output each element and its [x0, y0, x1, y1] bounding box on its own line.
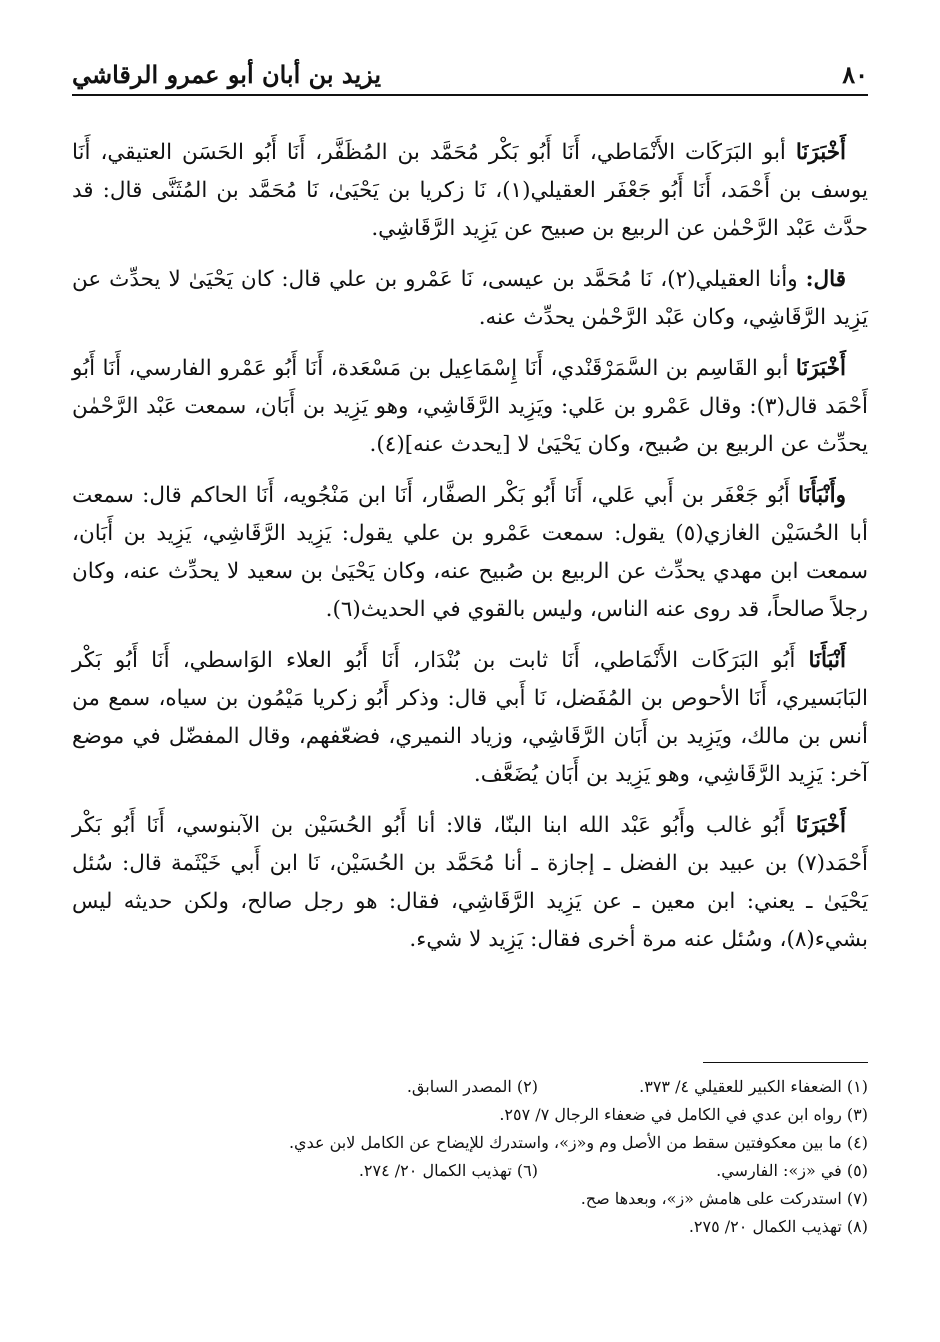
footnote: (٣) رواه ابن عدي في الكامل في ضعفاء الرجال ٧/ ٢٥٧.: [499, 1105, 868, 1124]
running-title: يزيد بن أبان أبو عمرو الرقاشي: [72, 60, 382, 89]
paragraph: [72, 350, 868, 464]
paragraph: [72, 261, 868, 337]
paragraph: [72, 477, 868, 629]
narration-keyword: وأَنْبَأَنَا: [798, 483, 846, 508]
footnote: (٥) في «ز»: الفارسي.: [716, 1161, 868, 1180]
paragraph-text: أبو القَاسِم بن السَّمَرْقَنْدي، أَنَا إِسْمَاعِيل بن مَسْعَدة، أَنَا أَبُو عَمْرو الفارسي، أَنَا أَبُو أَحْمَد قال(٣): وقال عَمْرو بن عَلي: ويَزِيد الرَّقَاشِي، وهو يَزِيد بن أَبَان، سمعت عَبْد الرَّحْمٰن يحدِّث عن الربيع بن صُبيح، وكان يَحْيَىٰ لا [يحدث عنه](٤).: [72, 356, 868, 457]
footnote: (٨) تهذيب الكمال ٢٠/ ٢٧٥.: [688, 1217, 868, 1236]
main-text: [72, 134, 868, 972]
narration-keyword: أَخْبَرَنَا: [795, 356, 846, 381]
footnote-line: [72, 1073, 868, 1101]
footnote-divider: [703, 1062, 868, 1063]
paragraph-text: أَبُو جَعْفَر بن أَبي عَلي، أَنَا أَبُو بَكْر الصفَّار، أَنَا ابن مَنْجُويه، أَنَا الحاكم قال: سمعت أبا الحُسَيْن الغازي(٥) يقول: سمعت عَمْرو بن علي يقول: يَزِيد الرَّقَاشِي، يَزِيد بن أَبَان، سمعت ابن مهدي يحدِّث عن الربيع بن صُبيح عنه، وكان يَحْيَىٰ بن سعيد لا يحدِّث عنه، وكان رجلاً صالحاً، قد روى عنه الناس، وليس بالقوي في الحديث(٦).: [72, 483, 868, 622]
page-number: ٨٠: [842, 60, 868, 89]
narration-keyword: أَنْبَأَنَا: [808, 648, 846, 673]
paragraph-text: أَبُو غالب وأَبُو عَبْد الله ابنا البنّا، قالا: أنا أَبُو الحُسَيْن بن الآبنوسي، أَنَا أَبُو بَكْر أَحْمَد(٧) بن عبيد بن الفضل ـ إجازة ـ أنا مُحَمَّد بن الحُسَيْن، نَا ابن أَبي خَيْثَمة قال: سُئل يَحْيَىٰ ـ يعني: ابن معين ـ عن يَزِيد الرَّقَاشِي، فقال: هو رجل صالح، ولكن حديثه ليس بشيء(٨)، وسُئل عنه مرة أخرى فقال: يَزِيد لا شيء.: [72, 813, 868, 952]
footnote-line: [72, 1185, 868, 1213]
footnote: (٢) المصدر السابق.: [406, 1077, 538, 1096]
narration-keyword: قال:: [805, 267, 847, 292]
narration-keyword: أَخْبَرَنَا: [795, 813, 846, 838]
paragraph-text: وأنا العقيلي(٢)، نَا مُحَمَّد بن عيسى، نَا عَمْرو بن علي قال: كان يَحْيَىٰ لا يحدِّث عن يَزِيد الرَّقَاشِي، وكان عَبْد الرَّحْمٰن يحدِّث عنه.: [72, 267, 868, 330]
footnote: (٤) ما بين معكوفتين سقط من الأصل وم و«ز»، واستدرك للإيضاح عن الكامل لابن عدي.: [288, 1133, 868, 1152]
page-header: [72, 58, 868, 96]
footnote-line: [72, 1101, 868, 1129]
footnote: (١) الضعفاء الكبير للعقيلي ٤/ ٣٧٣.: [639, 1077, 868, 1096]
paragraph-text: أَبُو البَرَكَات الأَنْمَاطي، أَنَا ثابت بن بُنْدَار، أَنَا أَبُو العلاء الوَاسطي، أَنَا أَبُو بَكْر البَابَسيري، أَنَا الأحوص بن المُفَضل، نَا أَبي قال: وذكر أَبُو زكريا مَيْمُون بن سياه، سمع من أنس بن مالك، ويَزِيد بن أَبَان الرَّقَاشِي، وزياد النميري، فضعّفهم، وقال المفضّل في موضع آخر: يَزِيد الرَّقَاشِي، وهو يَزِيد بن أَبَان يُضَعَّف.: [72, 648, 868, 787]
footnote: (٦) تهذيب الكمال ٢٠/ ٢٧٤.: [358, 1161, 538, 1180]
footnote-line: [72, 1129, 868, 1157]
paragraph-text: أبو البَرَكَات الأَنْمَاطي، أَنَا أَبُو بَكْر مُحَمَّد بن المُظَفَّر، أَنَا أَبُو الحَسَن العتيقي، أَنَا يوسف بن أَحْمَد، أَنَا أَبُو جَعْفَر العقيلي(١)، نَا زكريا بن يَحْيَىٰ، نَا مُحَمَّد بن المُثَنَّى قال: قد حدَّث عَبْد الرَّحْمٰن عن الربيع بن صبيح عن يَزِيد الرَّقَاشِي.: [72, 140, 868, 241]
footnote: (٧) استدركت على هامش «ز»، وبعدها صح.: [580, 1189, 868, 1208]
narration-keyword: أَخْبَرَنَا: [795, 140, 846, 165]
footnote-line: [72, 1213, 868, 1241]
paragraph: [72, 642, 868, 794]
footnote-line: [72, 1157, 868, 1185]
paragraph: [72, 134, 868, 248]
paragraph: [72, 807, 868, 959]
footnotes: [72, 1073, 868, 1241]
